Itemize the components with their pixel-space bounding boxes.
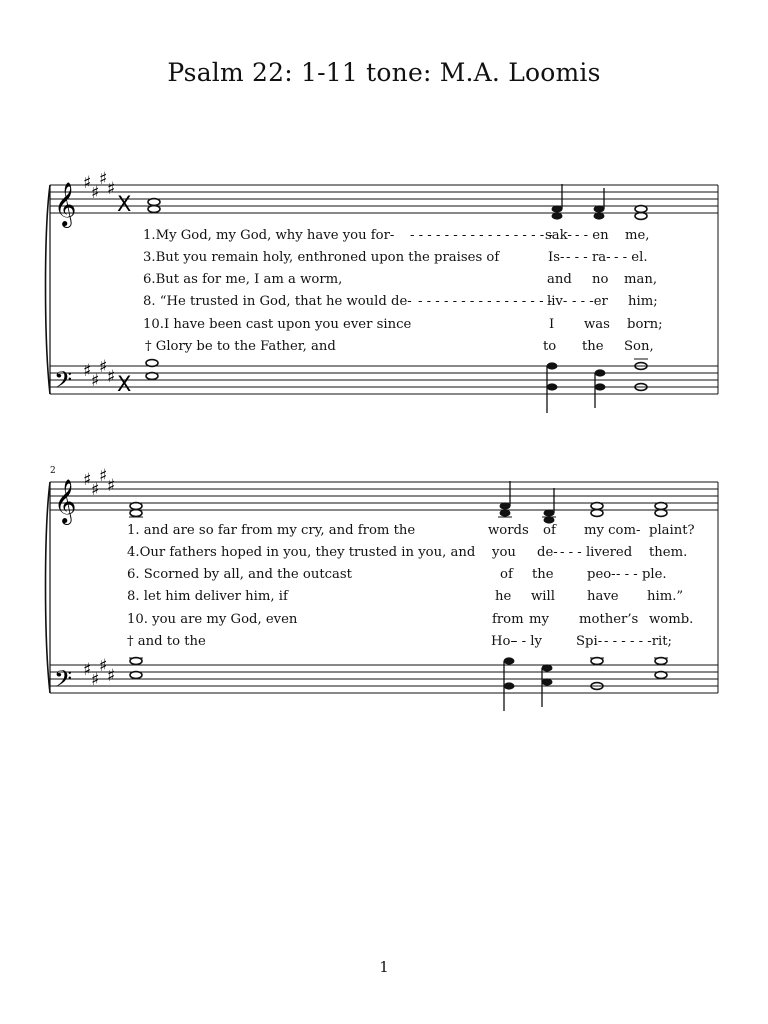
- treble-quarter-notes: [498, 481, 556, 524]
- lyric-syllable: of: [500, 567, 513, 582]
- svg-text:♯: ♯: [83, 470, 92, 490]
- lyric-text: 8. let him deliver him, if: [127, 589, 288, 604]
- svg-text:♯: ♯: [99, 466, 108, 486]
- treble-staff: [50, 482, 718, 510]
- lyric-syllable: plaint?: [649, 523, 695, 538]
- lyric-syllable: him.”: [647, 589, 684, 604]
- lyric-syllable: Is-: [548, 250, 565, 265]
- svg-text:♯: ♯: [99, 169, 108, 189]
- lyric-syllable: - - - ra-: [566, 250, 611, 265]
- lyric-syllable: me,: [625, 228, 650, 243]
- lyric-syllable: the: [532, 567, 554, 582]
- lyric-text: 1.My God, my God, why have you for-: [143, 228, 395, 243]
- svg-text:♯: ♯: [99, 656, 108, 676]
- svg-text:♯: ♯: [91, 371, 100, 391]
- lyric-text: 6. Scorned by all, and the outcast: [127, 567, 352, 582]
- lyric-syllable: peo-: [587, 567, 616, 582]
- lyric-syllable: you: [492, 545, 516, 560]
- lyric-dashes: - - - - - - - - - - - - - - - -: [418, 294, 553, 309]
- lyric-text: 3.But you remain holy, enthroned upon the praises of: [143, 250, 500, 265]
- treble-free-time-x-icon: X: [117, 192, 132, 216]
- lyric-syllable: liv-: [547, 294, 568, 309]
- lyric-syllable: to: [543, 339, 557, 354]
- lyric-syllable: - - en: [575, 228, 609, 243]
- lyric-syllable: no: [592, 272, 609, 287]
- lyric-text: 1. and are so far from my cry, and from the: [127, 523, 416, 538]
- lyric-syllable: womb.: [649, 612, 694, 627]
- treble-clef-icon: 𝄞: [54, 479, 77, 523]
- lyric-dashes: - - - - - - - - - - - - - - - - -: [410, 228, 553, 243]
- lyric-syllable: him;: [628, 294, 658, 309]
- bass-notes: [129, 658, 668, 690]
- lyric-syllable: them.: [649, 545, 688, 560]
- lyric-text: 10. you are my God, even: [127, 612, 298, 627]
- measure-number: 2: [50, 466, 56, 476]
- lyric-text: 8. “He trusted in God, that he would de-: [143, 294, 412, 309]
- lyric-syllable: he: [495, 589, 512, 604]
- svg-text:♯: ♯: [107, 666, 116, 686]
- lyric-syllable: words: [488, 523, 529, 538]
- bass-free-time-x-icon: X: [117, 372, 132, 396]
- lyric-syllable: from: [492, 612, 524, 627]
- lyric-syllable: Ho-: [491, 634, 515, 649]
- lyric-syllable: and: [547, 272, 572, 287]
- lyric-syllable: will: [531, 589, 555, 604]
- lyric-syllable: - - - - - -rit;: [604, 634, 672, 649]
- svg-text:♯: ♯: [107, 367, 116, 387]
- lyric-syllable: the: [582, 339, 604, 354]
- lyric-syllable: my com-: [584, 523, 641, 538]
- lyric-syllable: my: [529, 612, 549, 627]
- treble-clef-icon: 𝄞: [54, 182, 77, 226]
- svg-text:♯: ♯: [99, 357, 108, 377]
- system-brace: [46, 482, 51, 693]
- svg-text:♯: ♯: [91, 480, 100, 500]
- lyric-syllable: sak-: [545, 228, 572, 243]
- lyric-syllable: - - - ple.: [616, 567, 667, 582]
- lyric-text: 4.Our fathers hoped in you, they trusted in you, and: [127, 545, 476, 560]
- page-title: Psalm 22: 1-11 tone: M.A. Loomis: [167, 58, 601, 87]
- lyric-syllable: de-: [537, 545, 558, 560]
- svg-text:♯: ♯: [107, 179, 116, 199]
- lyric-syllable: mother’s: [579, 612, 639, 627]
- treble-key-signature-sharps-icon: [83, 466, 115, 500]
- lyric-syllable: - - -er: [572, 294, 608, 309]
- svg-text:♯: ♯: [91, 670, 100, 690]
- lyric-text: † and to the: [127, 634, 206, 649]
- svg-text:♯: ♯: [83, 361, 92, 381]
- lyric-syllable: born;: [627, 317, 663, 332]
- bass-clef-icon: 𝄢: [54, 665, 73, 698]
- lyric-syllable: - - - livered: [560, 545, 633, 560]
- lyric-syllable: of: [543, 523, 556, 538]
- lyric-syllable: Spi-: [576, 634, 603, 649]
- bass-clef-icon: 𝄢: [54, 366, 73, 399]
- svg-text:♯: ♯: [83, 660, 92, 680]
- svg-text:♯: ♯: [91, 183, 100, 203]
- lyric-syllable: - - ly: [513, 634, 542, 649]
- lyric-text: † Glory be to the Father, and: [145, 339, 336, 354]
- bass-staff: [50, 665, 718, 693]
- lyric-syllable: man,: [624, 272, 658, 287]
- page-number: 1: [379, 958, 389, 976]
- bass-key-signature-sharps-icon: [83, 656, 115, 690]
- lyric-syllable: have: [587, 589, 619, 604]
- svg-text:♯: ♯: [107, 476, 116, 496]
- lyric-syllable: was: [584, 317, 610, 332]
- lyric-text: 10.I have been cast upon you ever since: [143, 317, 412, 332]
- lyric-syllable: I: [549, 317, 555, 332]
- lyric-syllable: - - el.: [614, 250, 648, 265]
- lyric-text: 6.But as for me, I am a worm,: [143, 272, 343, 287]
- lyric-syllable: Son,: [624, 339, 654, 354]
- svg-text:♯: ♯: [83, 173, 92, 193]
